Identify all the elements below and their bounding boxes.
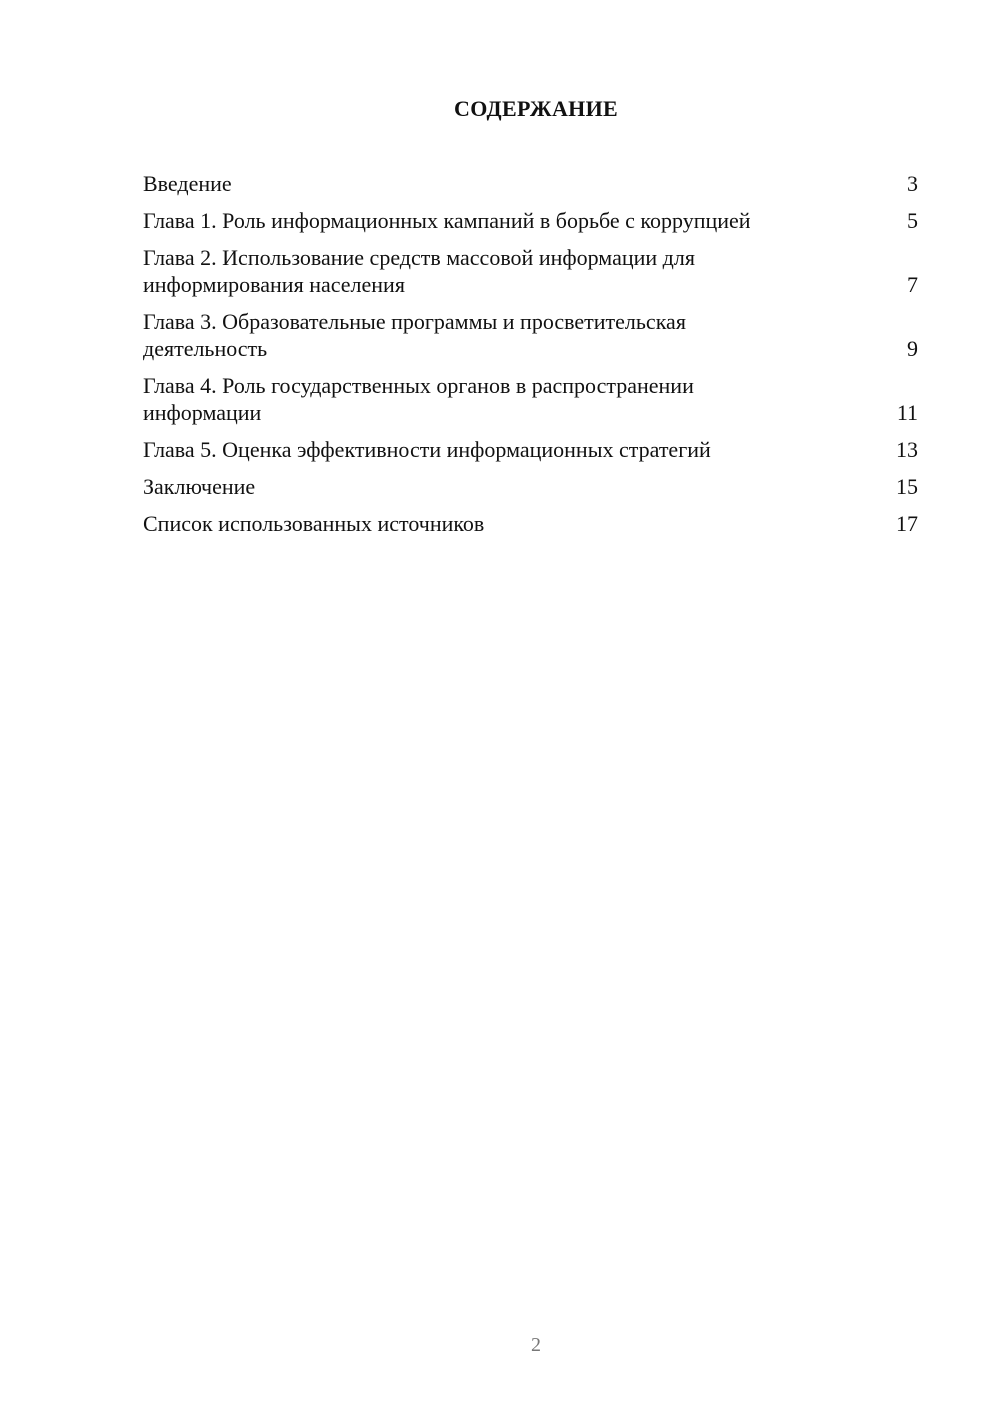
table-of-contents [143,170,918,547]
toc-entry-page: 15 [896,474,918,499]
toc-entry-label: Заключение [143,474,256,499]
toc-entry-label: Введение [143,171,232,196]
page-number: 2 [531,1334,541,1356]
toc-title: СОДЕРЖАНИЕ [454,96,618,121]
toc-entry-label: Список использованных источников [143,511,485,536]
toc-entry-label: Глава 5. Оценка эффективности информационных стратегий [143,437,711,462]
toc-entry-label: Глава 1. Роль информационных кампаний в борьбе с коррупцией [143,208,751,233]
toc-entry-conclusion[interactable] [143,473,918,500]
toc-entry-references[interactable] [143,510,918,537]
toc-entry-page: 9 [907,336,918,361]
toc-entry-page: 3 [907,171,918,196]
toc-entry-introduction[interactable] [143,170,918,197]
toc-entry-page: 5 [907,208,918,233]
toc-entry-label: Глава 2. Использование средств массовой информации для информирования населения [143,245,695,297]
toc-entry-chapter-5[interactable] [143,436,918,463]
toc-entry-label: Глава 4. Роль государственных органов в распространении информации [143,373,694,425]
toc-entry-chapter-3[interactable] [143,308,918,362]
toc-entry-label: Глава 3. Образовательные программы и просветительская деятельность [143,309,686,361]
toc-entry-chapter-1[interactable] [143,207,918,234]
toc-entry-page: 7 [907,272,918,297]
toc-entry-page: 17 [896,511,918,536]
toc-entry-page: 13 [896,437,918,462]
toc-entry-page: 11 [896,400,918,425]
toc-entry-chapter-2[interactable] [143,244,918,298]
toc-entry-chapter-4[interactable] [143,372,918,426]
